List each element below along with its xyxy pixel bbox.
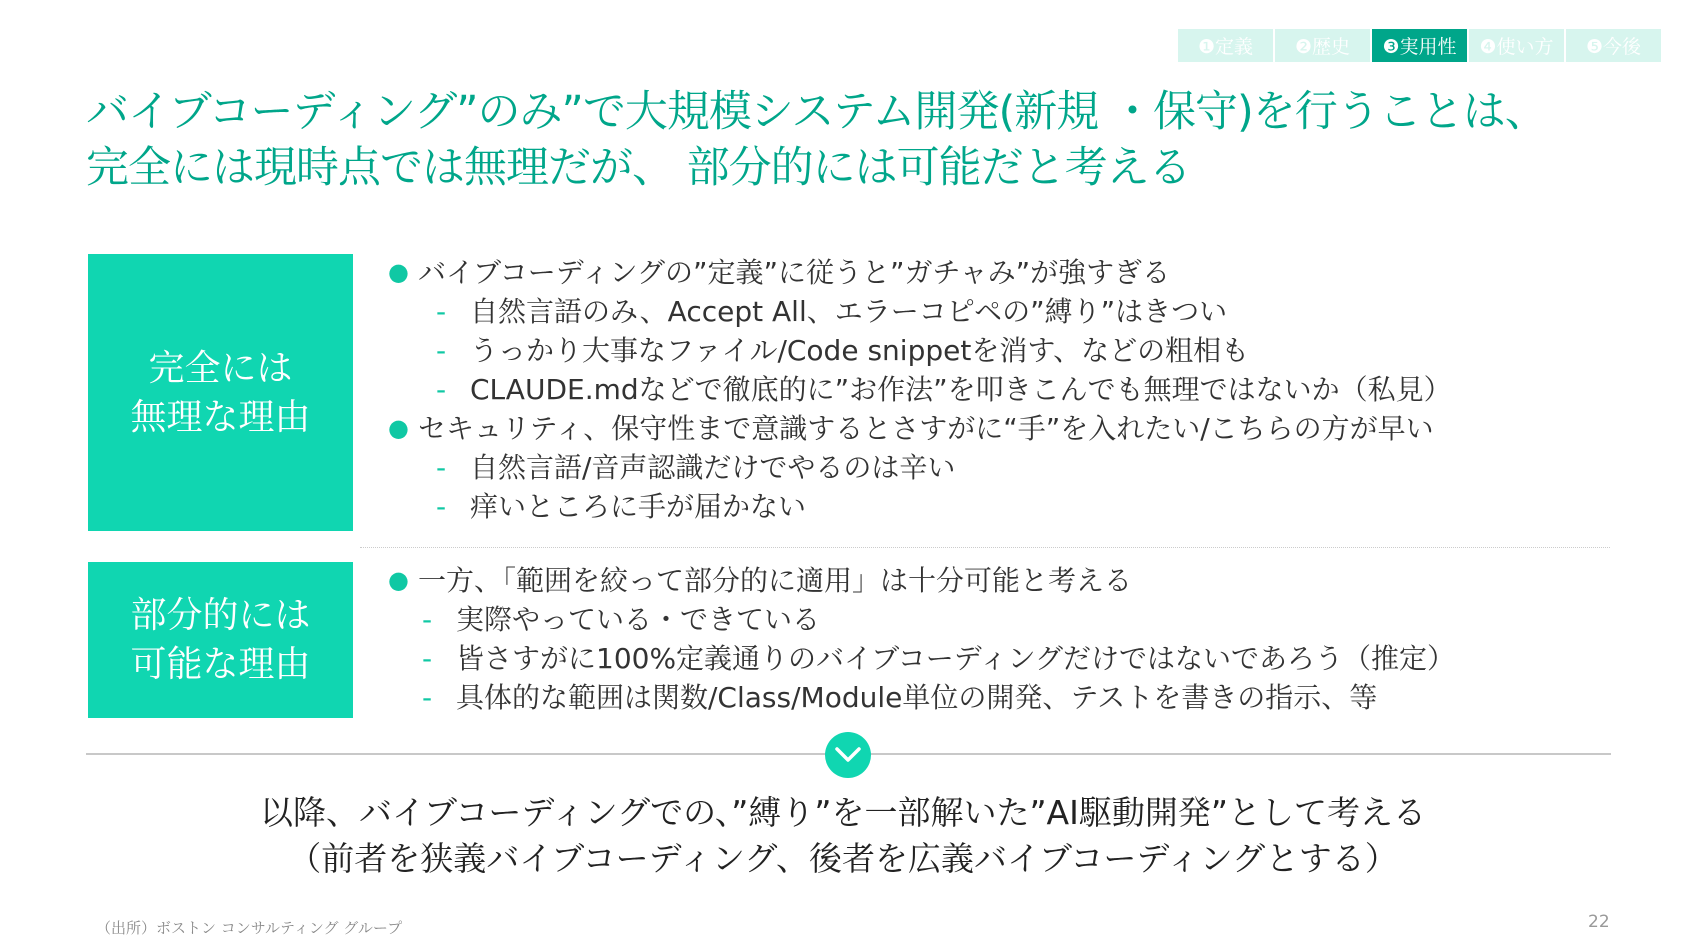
nav-tab-definition[interactable]: ❶定義 bbox=[1178, 29, 1273, 62]
slide-title bbox=[86, 84, 1586, 196]
list-item: ● バイブコーディングの”定義”に従うと”ガチャみ”が強すぎる bbox=[388, 253, 1452, 292]
bullet-dot-icon: ● bbox=[388, 258, 409, 286]
dash-icon: - bbox=[436, 373, 447, 406]
sub-list-item: - CLAUDE.mdなどで徹底的に”お作法”を叩きこんでも無理ではないか（私見） bbox=[388, 370, 1452, 409]
dash-icon: - bbox=[436, 334, 447, 367]
nav-tab-usage[interactable]: ❹使い方 bbox=[1469, 29, 1564, 62]
chevron-down-icon bbox=[825, 732, 871, 778]
nav-tab-practicality[interactable]: ❸実用性 bbox=[1372, 29, 1467, 62]
dash-icon: - bbox=[422, 603, 433, 636]
conclusion-text bbox=[0, 790, 1686, 882]
reason-possible-list bbox=[388, 561, 1455, 717]
list-item: ● セキュリティ、保守性まで意識するとさすがに“手”を入れたい/こちらの方が早い bbox=[388, 409, 1452, 448]
dash-icon: - bbox=[436, 295, 447, 328]
title-line-2: 完全には現時点では無理だが、 部分的には可能だと考える bbox=[86, 143, 1191, 193]
sub-list-item: - 皆さすがに100%定義通りのバイブコーディングだけではないであろう（推定） bbox=[388, 639, 1455, 678]
reason-impossible-list bbox=[388, 253, 1452, 526]
reason-possible-label bbox=[88, 562, 353, 718]
dash-icon: - bbox=[422, 681, 433, 714]
sub-list-item: - 実際やっている・できている bbox=[388, 600, 1455, 639]
dash-icon: - bbox=[422, 642, 433, 675]
label-line-1: 部分的には bbox=[130, 595, 311, 636]
nav-tab-future[interactable]: ❺今後 bbox=[1566, 29, 1661, 62]
dash-icon: - bbox=[436, 451, 447, 484]
label-line-2: 無理な理由 bbox=[130, 396, 311, 438]
sub-list-item: - 自然言語のみ、Accept All、エラーコピペの”縛り”はきつい bbox=[388, 292, 1452, 331]
sub-list-item: - 自然言語/音声認識だけでやるのは辛い bbox=[388, 448, 1452, 487]
bullet-dot-icon: ● bbox=[388, 414, 409, 442]
reason-impossible-label bbox=[88, 254, 353, 531]
title-line-1: バイブコーディング”のみ”で大規模システム開発(新規 ・保守)を行うことは、 bbox=[86, 87, 1547, 137]
label-line-2: 可能な理由 bbox=[130, 644, 311, 685]
nav-tab-history[interactable]: ❷歴史 bbox=[1275, 29, 1370, 62]
conclusion-line-2: （前者を狭義バイブコーディング、後者を広義バイブコーディングとする） bbox=[288, 839, 1398, 878]
section-nav bbox=[1178, 29, 1661, 62]
label-line-1: 完全には bbox=[148, 347, 293, 389]
section-separator bbox=[360, 547, 1610, 548]
conclusion-line-1: 以降、バイブコーディングでの、”縛り”を一部解いた”AI駆動開発”として考える bbox=[260, 793, 1426, 832]
source-note: （出所）ボストン コンサルティング グループ bbox=[96, 919, 403, 937]
page-number: 22 bbox=[1588, 912, 1610, 932]
dash-icon: - bbox=[436, 490, 447, 523]
list-item: ● 一方、「範囲を絞って部分的に適用」は十分可能と考える bbox=[388, 561, 1455, 600]
bullet-dot-icon: ● bbox=[388, 566, 409, 594]
sub-list-item: - 痒いところに手が届かない bbox=[388, 487, 1452, 526]
sub-list-item: - うっかり大事なファイル/Code snippetを消す、などの粗相も bbox=[388, 331, 1452, 370]
sub-list-item: - 具体的な範囲は関数/Class/Module単位の開発、テストを書きの指示、等 bbox=[388, 678, 1455, 717]
